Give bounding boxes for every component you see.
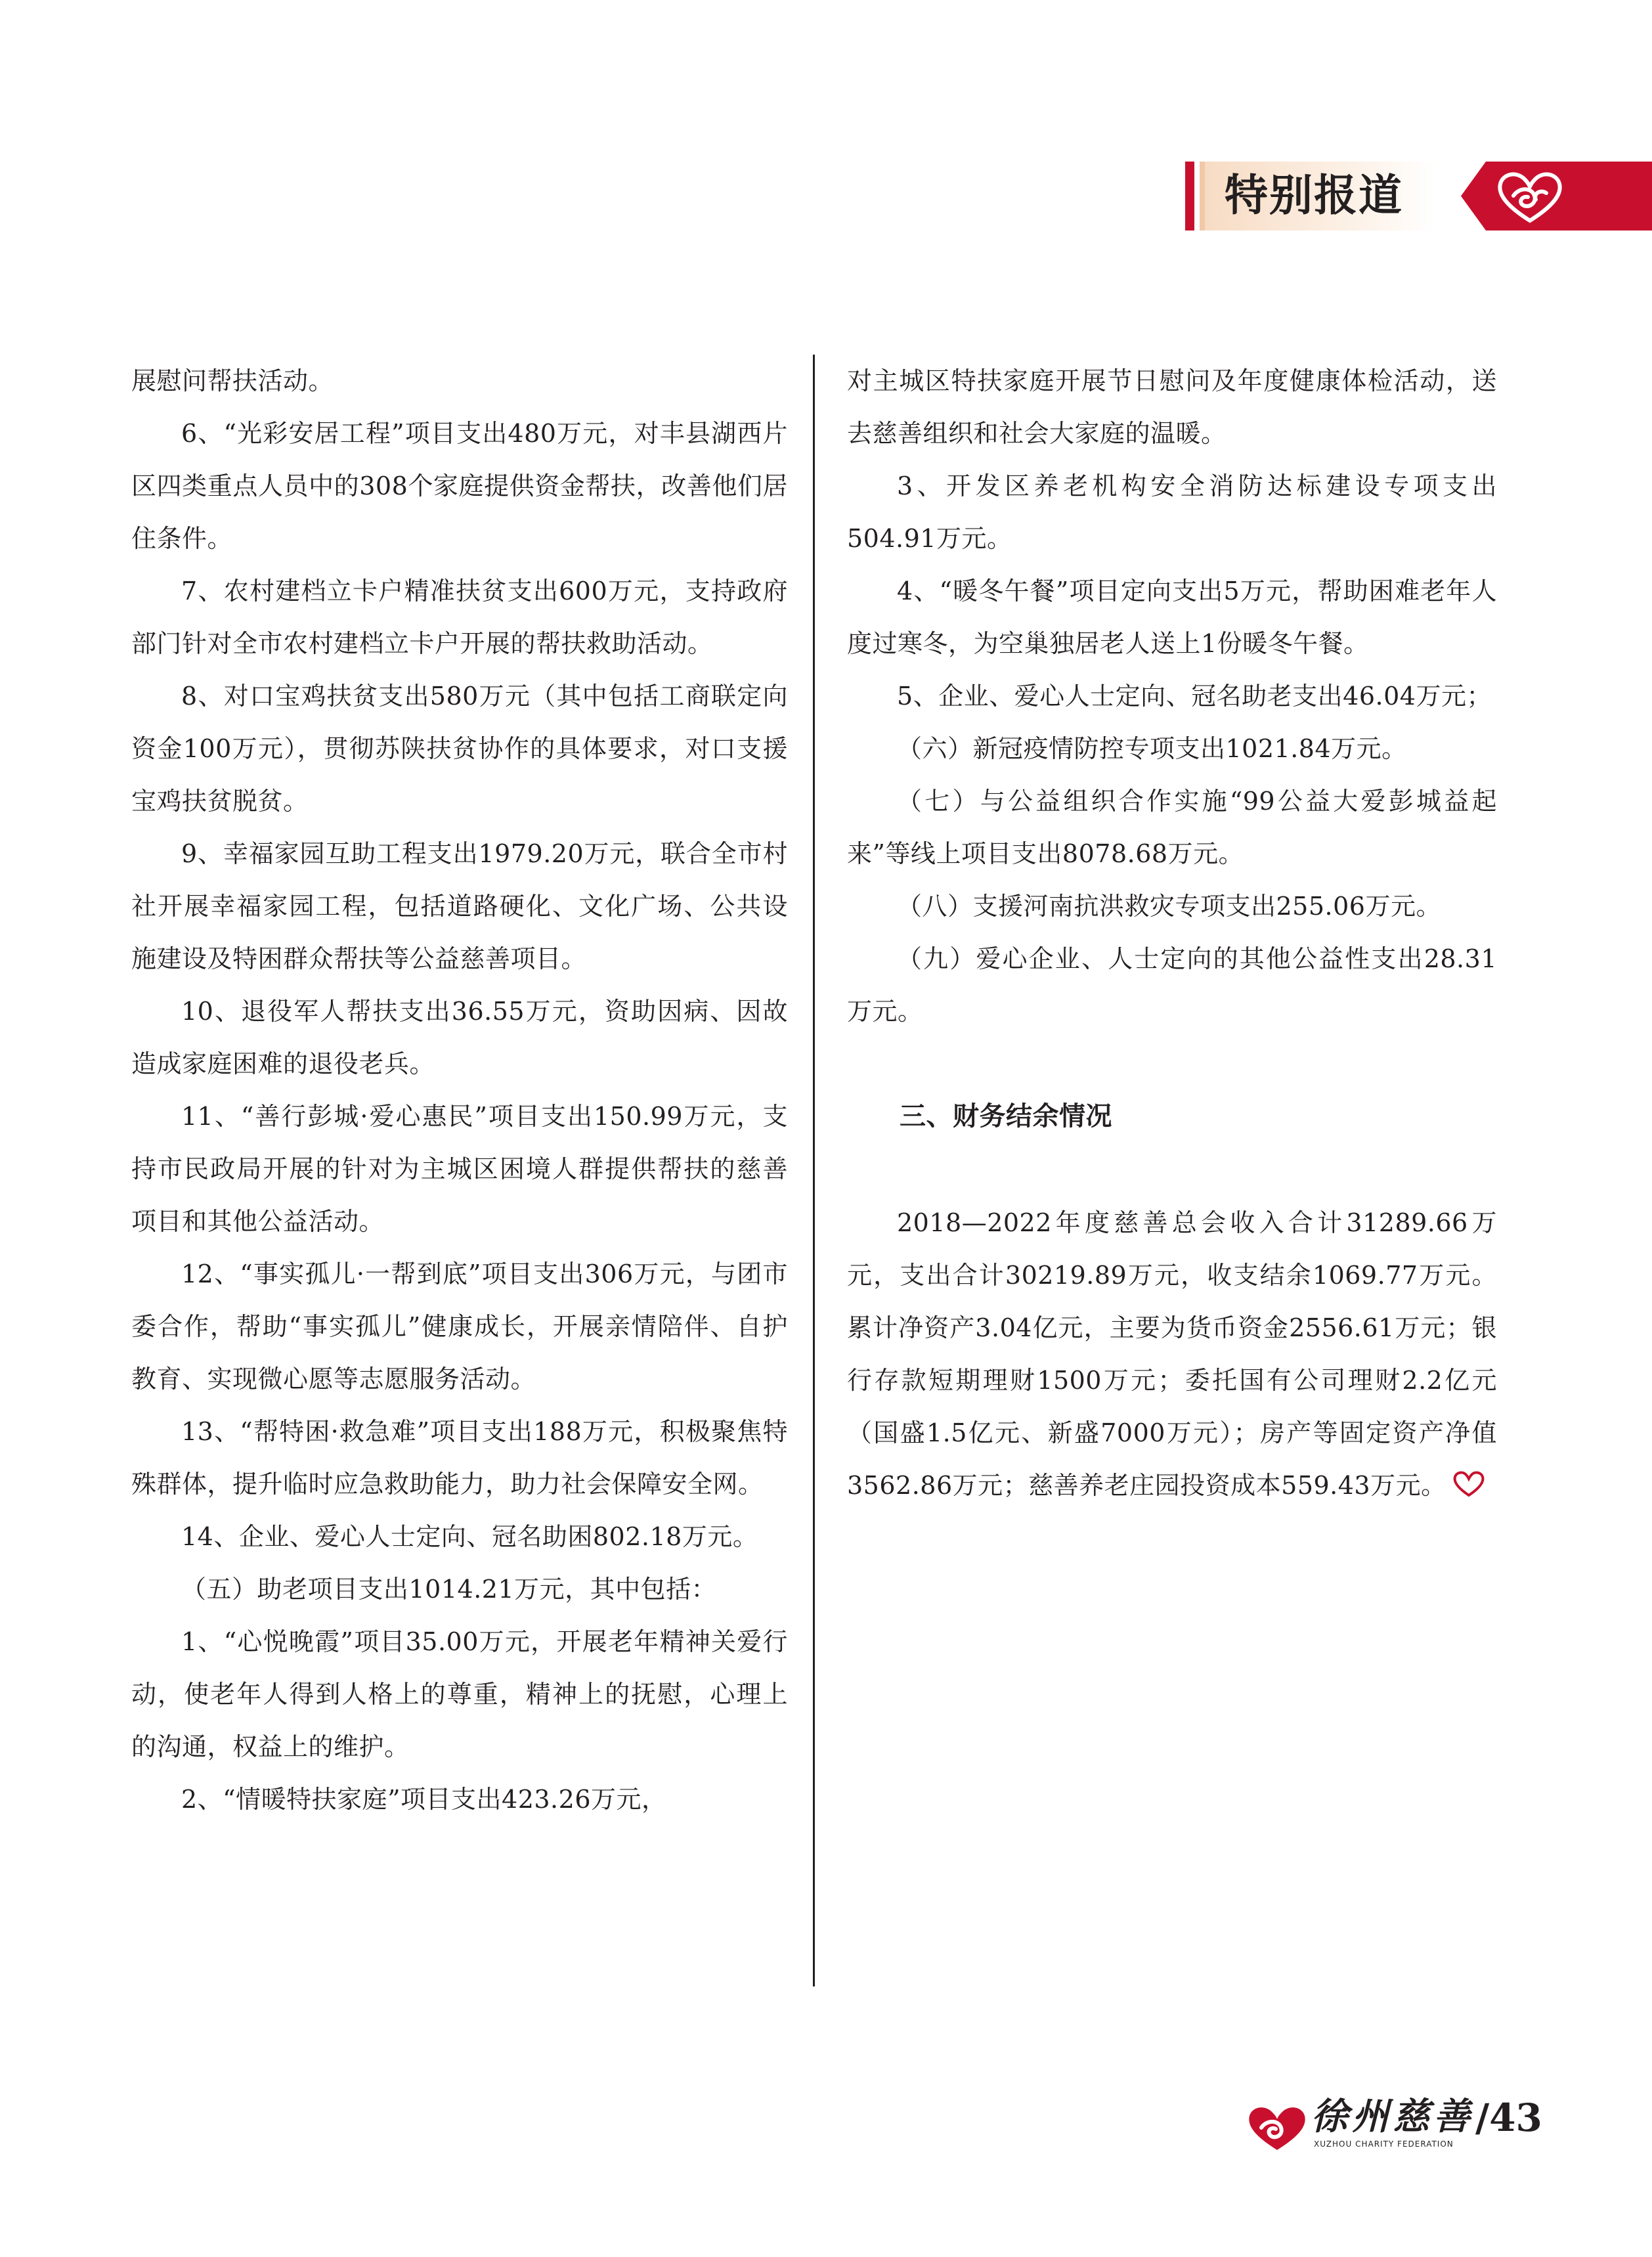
paragraph: （六）新冠疫情防控专项支出1021.84万元。 [897, 734, 1407, 763]
column-divider [813, 355, 815, 1986]
page-number: /43 [1475, 2095, 1542, 2140]
right-column [847, 355, 1497, 1512]
charity-heart-logo-icon [1244, 2101, 1310, 2154]
paragraph: （八）支援河南抗洪救灾专项支出255.06万元。 [897, 892, 1441, 921]
heart-end-mark-icon [1452, 1469, 1486, 1498]
charity-heart-logo-icon [1494, 167, 1566, 226]
paragraph: （七）与公益组织合作实施“99公益大爱彭城益起来”等线上项目支出8078.68万元。 [847, 787, 1497, 868]
paragraph: 7、农村建档立卡户精准扶贫支出600万元，支持政府部门针对全市农村建档立卡户开展的帮扶救助活动。 [131, 577, 788, 658]
paragraph: 9、幸福家园互助工程支出1979.20万元，联合全市村社开展幸福家园工程，包括道路硬化、文化广场、公共设施建设及特困群众帮扶等公益慈善项目。 [131, 839, 788, 973]
closing-paragraph [847, 1196, 1497, 1512]
paragraph: 14、企业、爱心人士定向、冠名助困802.18万元。 [181, 1522, 758, 1551]
paragraph: 13、“帮特困·救急难”项目支出188万元，积极聚焦特殊群体，提升临时应急救助能力，助力社会保障安全网。 [131, 1417, 788, 1499]
section-tag-accent-bar [1185, 162, 1194, 230]
brand-name: 徐州慈善 [1311, 2095, 1474, 2138]
closing-paragraph-text: 2018—2022年度慈善总会收入合计31289.66万元，支出合计30219.89万元，收支结余1069.77万元。累计净资产3.04亿元，主要为货币资金2556.61万元；银行存款短期理财1500万元；委托国有公司理财2.2亿元（国盛1.5亿元、新盛7000万元）；房产等固定资产净值3562.86万元；慈善养老庄园投资成本559.43万元。 [847, 1208, 1497, 1500]
paragraph: 8、对口宝鸡扶贫支出580万元（其中包括工商联定向资金100万元），贯彻苏陕扶贫协作的具体要求，对口支援宝鸡扶贫脱贫。 [131, 682, 788, 816]
paragraph: 1、“心悦晚霞”项目35.00万元，开展老年精神关爱行动，使老年人得到人格上的尊重，精神上的抚慰，心理上的沟通，权益上的维护。 [131, 1627, 788, 1761]
left-column [131, 355, 788, 1826]
section-tag [1185, 162, 1652, 230]
paragraph: 5、企业、爱心人士定向、冠名助老支出46.04万元； [897, 682, 1492, 711]
paragraph: 展慰问帮扶活动。 [131, 366, 334, 395]
paragraph: 12、“事实孤儿·一帮到底”项目支出306万元，与团市委合作，帮助“事实孤儿”健康成长，开展亲情陪伴、自护教育、实现微心愿等志愿服务活动。 [131, 1260, 788, 1393]
paragraph: （五）助老项目支出1014.21万元，其中包括： [181, 1575, 717, 1604]
footer [1244, 2088, 1546, 2160]
paragraph: 3、开发区养老机构安全消防达标建设专项支出504.91万元。 [847, 471, 1497, 553]
section-tag-accent-stripe [1200, 162, 1205, 230]
paragraph: 2、“情暖特扶家庭”项目支出423.26万元， [181, 1785, 667, 1814]
paragraph: 10、退役军人帮扶支出36.55万元，资助因病、因故造成家庭困难的退役老兵。 [131, 997, 788, 1078]
paragraph: 11、“善行彭城·爱心惠民”项目支出150.99万元，支持市民政局开展的针对为主城区困境人群提供帮扶的慈善项目和其他公益活动。 [131, 1102, 788, 1236]
section-title: 特别报道 [1225, 170, 1403, 221]
section-heading: 三、财务结余情况 [900, 1101, 1112, 1131]
brand-subtitle: XUZHOU CHARITY FEDERATION [1314, 2139, 1454, 2149]
paragraph: 6、“光彩安居工程”项目支出480万元，对丰县湖西片区四类重点人员中的308个家庭提供资金帮扶，改善他们居住条件。 [131, 419, 788, 553]
paragraph: 对主城区特扶家庭开展节日慰问及年度健康体检活动，送去慈善组织和社会大家庭的温暖。 [847, 366, 1497, 448]
paragraph: 4、“暖冬午餐”项目定向支出5万元，帮助困难老年人度过寒冬，为空巢独居老人送上1份暖冬午餐。 [847, 577, 1497, 658]
paragraph: （九）爱心企业、人士定向的其他公益性支出28.31万元。 [847, 944, 1497, 1026]
